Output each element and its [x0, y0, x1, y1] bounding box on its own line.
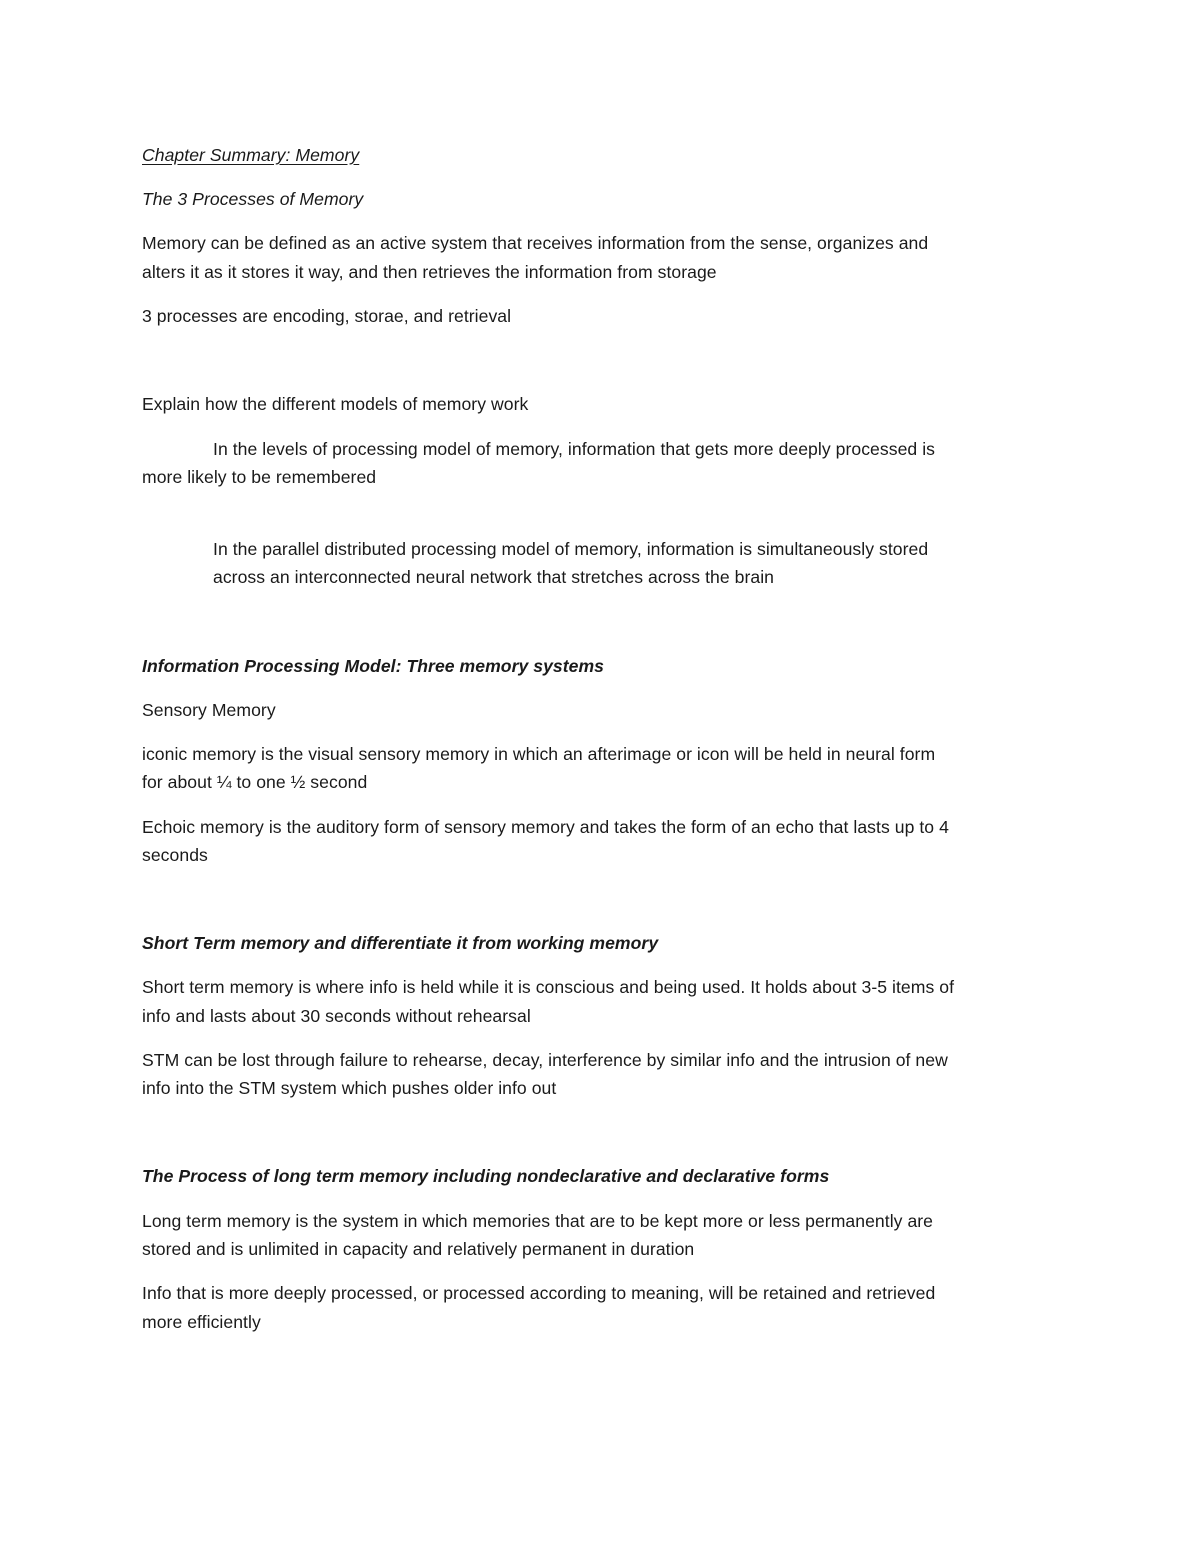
paragraph-line: iconic memory is the visual sensory memory in which an afterimage or icon will be held in neural form [142, 744, 936, 764]
paragraph-line: info and lasts about 30 seconds without rehearsal [142, 1006, 531, 1026]
subheading-sensory-memory: Sensory Memory [142, 700, 276, 720]
paragraph-line: for about ¼ to one ½ second [142, 772, 368, 792]
paragraph-line: Info that is more deeply processed, or processed according to meaning, will be retained and retrieved [142, 1283, 936, 1303]
paragraph-line: 3 processes are encoding, storae, and retrieval [142, 306, 512, 326]
section-heading-long-term: The Process of long term memory including nondeclarative and declarative forms [142, 1166, 830, 1186]
paragraph-line: In the levels of processing model of memory, information that gets more deeply processed is [213, 439, 936, 459]
paragraph-line: Memory can be defined as an active system that receives information from the sense, organizes and [142, 233, 929, 253]
paragraph-line: info into the STM system which pushes older info out [142, 1078, 557, 1098]
paragraph-line: alters it as it stores it way, and then retrieves the information from storage [142, 262, 717, 282]
section-heading-info-processing: Information Processing Model: Three memory systems [142, 656, 605, 676]
paragraph-line: STM can be lost through failure to rehearse, decay, interference by similar info and the intrusion of new [142, 1050, 948, 1070]
paragraph-line: Echoic memory is the auditory form of sensory memory and takes the form of an echo that lasts up to 4 [142, 817, 949, 837]
paragraph-line: Short term memory is where info is held while it is conscious and being used. It holds about 3-5 items of [142, 977, 955, 997]
paragraph-line: stored and is unlimited in capacity and relatively permanent in duration [142, 1239, 695, 1259]
paragraph-line: across an interconnected neural network that stretches across the brain [213, 567, 774, 587]
section-heading-short-term: Short Term memory and differentiate it from working memory [142, 933, 659, 953]
paragraph-line: more likely to be remembered [142, 467, 377, 487]
document-title: Chapter Summary: Memory [142, 145, 360, 165]
paragraph-line: more efficiently [142, 1312, 261, 1332]
paragraph-line: In the parallel distributed processing model of memory, information is simultaneously stored [213, 539, 929, 559]
section-heading-models: Explain how the different models of memory work [142, 394, 529, 414]
section-heading-processes: The 3 Processes of Memory [142, 189, 364, 209]
paragraph-line: seconds [142, 845, 208, 865]
paragraph-line: Long term memory is the system in which memories that are to be kept more or less permanently are [142, 1211, 934, 1231]
